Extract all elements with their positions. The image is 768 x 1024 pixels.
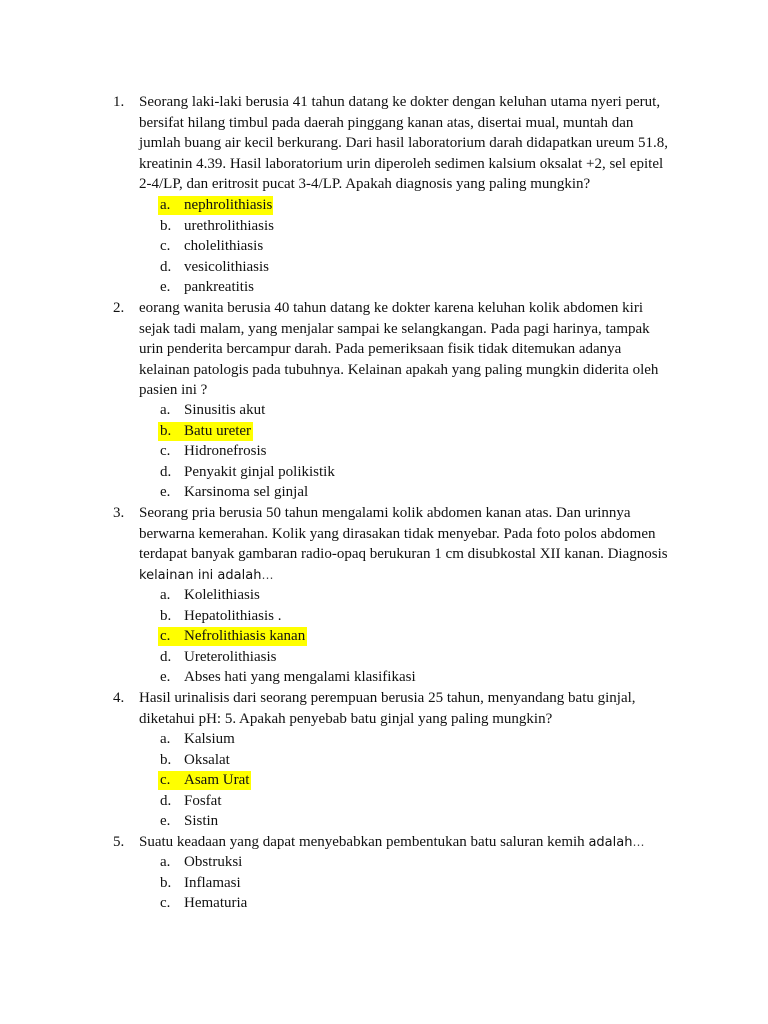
option-letter: a. [160, 402, 171, 418]
ellipsis: … [632, 835, 645, 849]
serif-text: Suatu keadaan yang dapat menyebabkan pembentukan batu saluran kemih [139, 834, 585, 850]
option-letter: b. [160, 607, 172, 624]
answer-option [0, 236, 768, 257]
option-letter: a. [160, 197, 171, 213]
option-text: Hidronefrosis [184, 443, 267, 460]
option-text: Kalsium [184, 731, 235, 747]
option-text: pankreatitis [184, 279, 254, 296]
question-text-line: Hasil urinalisis dari seorang perempuan berusia 25 tahun, menyandang batu ginjal, [139, 690, 636, 706]
option-letter: a. [160, 587, 171, 603]
answer-option [0, 482, 768, 503]
question-text-line: sejak tadi malam, yang menjalar sampai ke selangkangan. Pada pagi harinya, tampak [139, 320, 650, 337]
option-letter: a. [160, 854, 171, 870]
option-letter: e. [160, 279, 171, 296]
option-text: Obstruksi [184, 854, 243, 870]
answer-option [0, 585, 768, 606]
option-text: Nefrolithiasis kanan [184, 628, 306, 645]
answer-option [0, 667, 768, 688]
option-letter: e. [160, 813, 171, 830]
option-letter: d. [160, 463, 172, 480]
option-text: Kolelithiasis [184, 587, 260, 603]
answer-option [0, 421, 768, 442]
option-text: vesicolithiasis [184, 258, 269, 275]
answer-option [0, 647, 768, 668]
option-letter: b. [160, 874, 172, 891]
question-text-line [139, 832, 644, 854]
option-letter: c. [160, 628, 171, 645]
answer-option [0, 277, 768, 298]
option-letter: c. [160, 895, 171, 912]
option-letter: b. [160, 751, 172, 768]
question-text-line: eorang wanita berusia 40 tahun datang ke dokter karena keluhan kolik abdomen kiri [139, 300, 643, 316]
answer-option [0, 873, 768, 894]
answer-option [0, 893, 768, 914]
option-text: urethrolithiasis [184, 217, 274, 234]
option-text: Batu ureter [184, 422, 252, 439]
question-text-line: Seorang laki-laki berusia 41 tahun datang ke dokter dengan keluhan utama nyeri perut, [139, 94, 661, 110]
question-text-line: urin penderita bercampur darah. Pada pemeriksaan fisik tidak ditemukan adanya [139, 341, 622, 358]
answer-option [0, 257, 768, 278]
question-text-line: berwarna kemerahan. Kolik yang dirasakan tidak menyebar. Pada foto polos abdomen [139, 525, 656, 542]
question-number: 3. [113, 505, 125, 521]
question-text-line: bersifat hilang timbul pada daerah pinggang kanan atas, disertai mual, muntah dan [139, 114, 634, 131]
option-letter: c. [160, 238, 171, 255]
option-text: Penyakit ginjal polikistik [184, 463, 335, 480]
option-letter: e. [160, 669, 171, 686]
answer-option [0, 441, 768, 462]
question-text-line: pasien ini ? [139, 382, 208, 399]
sans-text: adalah [588, 835, 633, 850]
option-text: Sinusitis akut [184, 402, 266, 418]
option-text: Inflamasi [184, 874, 241, 891]
option-text: Abses hati yang mengalami klasifikasi [184, 669, 416, 686]
answer-option [0, 729, 768, 750]
answer-option [0, 852, 768, 873]
question-number: 5. [113, 834, 125, 850]
question-text-line: 2-4/LP, dan eritrosit pucat 3-4/LP. Apakah diagnosis yang paling mungkin? [139, 176, 591, 193]
option-letter: d. [160, 648, 172, 665]
question-text-line: diketahui pH: 5. Apakah penyebab batu ginjal yang paling mungkin? [139, 710, 553, 727]
ellipsis: … [261, 567, 274, 582]
option-text: Sistin [184, 813, 219, 830]
question-number: 2. [113, 300, 125, 316]
question-number: 4. [113, 690, 125, 706]
answer-option [0, 606, 768, 627]
option-letter: c. [160, 772, 171, 789]
question-text-line: kreatinin 4.39. Hasil laboratorium urin diperoleh sedimen kalsium oksalat +2, sel epitel [139, 155, 664, 172]
option-text: cholelithiasis [184, 238, 264, 255]
option-text: Ureterolithiasis [184, 648, 277, 665]
question-text-line: kelainan patologis pada tubuhnya. Kelainan apakah yang paling mungkin diderita oleh [139, 361, 659, 378]
question-text-line-sans [139, 565, 273, 587]
answer-option [0, 462, 768, 483]
option-text: Karsinoma sel ginjal [184, 484, 309, 501]
option-letter: d. [160, 792, 172, 809]
question-number: 1. [113, 94, 125, 110]
option-letter: d. [160, 258, 172, 275]
question-text-line: Seorang pria berusia 50 tahun mengalami kolik abdomen kanan atas. Dan urinnya [139, 505, 631, 521]
option-text: Fosfat [184, 792, 222, 809]
option-letter: a. [160, 731, 171, 747]
answer-option [0, 195, 768, 216]
option-text: Hematuria [184, 895, 248, 912]
sans-text: kelainan ini adalah [139, 567, 262, 583]
answer-option [0, 216, 768, 237]
answer-option [0, 791, 768, 812]
answer-option [0, 400, 768, 421]
question-text-line: terdapat banyak gambaran radio-opaq berukuran 1 cm disubkostal XII kanan. Diagnosis [139, 546, 668, 563]
option-text: Hepatolithiasis . [184, 607, 282, 624]
answer-option [0, 626, 768, 647]
answer-option [0, 811, 768, 832]
option-letter: b. [160, 422, 172, 439]
option-letter: b. [160, 217, 172, 234]
option-text: nephrolithiasis [184, 197, 273, 213]
option-text: Oksalat [184, 751, 230, 768]
option-text: Asam Urat [184, 772, 250, 789]
option-letter: e. [160, 484, 171, 501]
answer-option [0, 750, 768, 771]
question-text-line: jumlah buang air kecil berkurang. Dari hasil laboratorium darah didapatkan ureum 51.8, [139, 135, 668, 152]
answer-option [0, 770, 768, 791]
option-letter: c. [160, 443, 171, 460]
